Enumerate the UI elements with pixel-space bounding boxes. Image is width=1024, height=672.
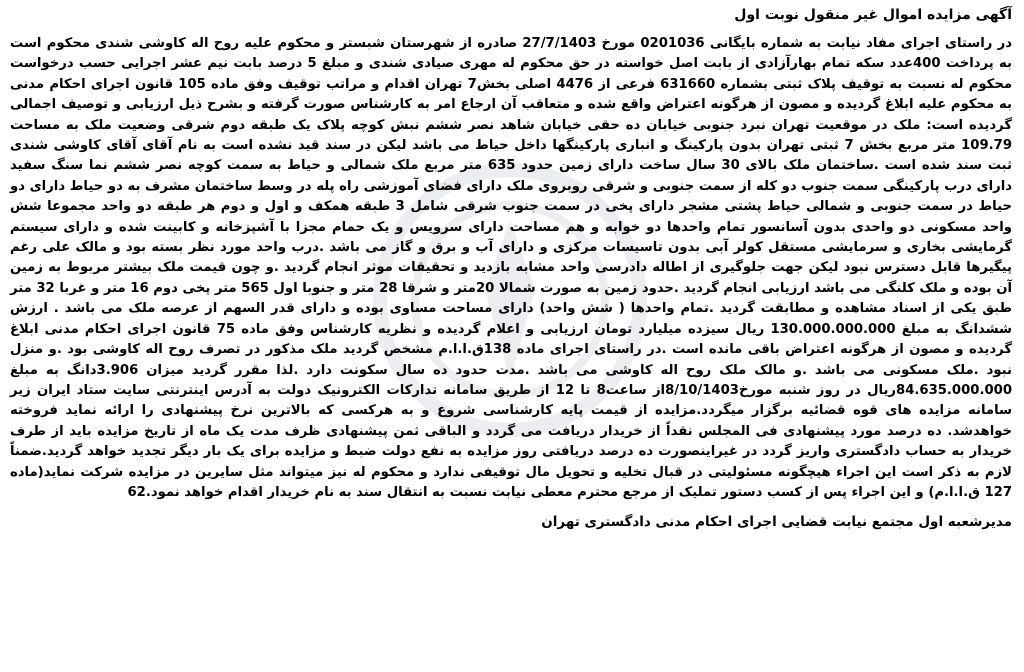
auction-notice <box>6 4 1016 664</box>
notice-title: آگهی مزایده اموال غیر منقول نوبت اول <box>734 7 1012 23</box>
notice-signature: مدیرشعبه اول مجتمع نیابت قضایی اجرای احکام مدنی دادگستری تهران <box>541 514 1012 531</box>
notice-body: در راستای اجرای مفاد نیابت به شماره بایگانی 0201036 مورخ 27/7/1403 صادره از شهرستان شبستر و محکوم علیه روح اله کاوشی شندی محکوم است به پرداخت 400عدد سکه تمام بهارآزادی از بابت اصل خواسته در حق محکوم له مهری صیادی شندی و مبلغ 5 درصد بابت نیم عشر اجرایی حسب درخواست محکوم له نسبت به توقیف پلاک ثبتی بشماره 631660 فرعی از 4476 اصلی بخش7 تهران اقدام و مراتب توقیف وفق ماده 105 قانون اجرای احکام مدنی به محکوم علیه ابلاغ گردیده و مصون از هرگونه اعتراض واقع شده و متعاقب آن ارجاع امر به کارشناس صورت گرفته و بشرح ذیل ارزیابی و توصیف اجمالی گردیده است: ملک در موقعیت تهران نبرد جنوبی خیابان ده حقی خیابان شاهد نصر ششم نبش کوچه پلاک یک طبقه دوم شرقی وضعیت ملک به مساحت 109.79 متر مربع بخش 7 ثبتی تهران بدون پارکینگ و انباری پارکینگها داخل حیاط می باشد لیکن در سند قید نشده است به نام آقای آقای کاوشی شندی ثبت سند شده است .ساختمان ملک بالای 30 سال ساخت دارای زمین حدود 635 متر مربع ملک شمالی و حیاط به سمت کوچه نصر ششم نما سنگ سفید دارای درب پارکینگی سمت جنوب دو کله از سمت جنوبی و شرقی روبروی ملک دارای فضای آموزشی راه پله در وسط ساختمان مشرف به دو حیاط دارای دو حیاط در سمت جنوبی و شمالی حیاط پشتی مشجر دارای پخی در سمت جنوب شرقی شامل 3 طبقه همکف و اول و دوم هر طبقه دو واحد مجموعا شش واحد مسکونی دو واحدی بدون آسانسور تمام واحدها دو خوابه و هم مساحت دارای سرویس و یک حمام مجزا با آشپزخانه و کابینت شده و دارای سیستم گرمایشی بخاری و سرمایشی مستقل کولر آبی بدون تاسیسات مرکزی و دارای آب و برق و گاز می باشد .درب واحد مورد نظر بسته بود و مالک علی رغم پیگیرها قابل دسترس نبود لیکن جهت جلوگیری از اطاله دادرسی واحد مشابه بازدید و تحقیقات موثر انجام گردید .و چون قیمت ملک بیشتر مربوط به زمین آن بوده و ملک کلنگی می باشد ارزیابی انجام گردید .حدود زمین به صورت شمالا 20متر و شرقا 28 متر و جنوبا اول 565 متر پخی دوم 16 متر و غربا 32 متر طبق یکی از اسناد مشاهده و مطابقت گردید .تمام واحدها ( شش واحد) دارای مساحت مساوی بوده و دارای قدر السهم از عرصه ملک می باشد . ارزش ششدانگ به مبلغ 130.000.000.000 ریال سیزده میلیارد تومان ارزیابی و اعلام گردیده و نظریه کارشناس وفق ماده 75 قانون اجرای احکام مدنی ابلاغ گردیده و مصون از هرگونه اعتراض باقی مانده است .در راستای اجرای ماده 138ق.ا.ا.م مشخص گردید ملک مذکور در تصرف روح اله کاوشی بود .و منزل نبود .ملک مسکونی می باشد .و مالک ملک روح اله کاوشی می باشد .مدت حدود ده سال سکونت دارد .لذا مقرر گردید میزان 3.906دانگ به مبلغ 84.635.000.000ریال در روز شنبه مورخ8/10/1403از ساعت8 تا 12 از طریق سامانه تدارکات الکترونیک دولت به آدرس اینترنتی سایت ستاد ایران زیر سامانه مزایده های قوه قضائیه برگزار میگردد.مزایده از قیمت پایه کارشناسی شروع و به هرکسی که بالاترین نرخ پیشنهادی را ارائه نماید فروخته خواهدشد. ده درصد مورد پیشنهادی فی المجلس نقداً از خریدار دریافت می گردد و الباقی ثمن پیشنهادی ظرف مدت یک ماه از تاریخ مزایده باید از طرف خریدار به حساب دادگستری واریز گردد در غیراینصورت ده درصد دریافتی روز مزایده به نفع دولت ضبط و مزایده برای یک بار دیگر تجدید خواهد گردید.ضمناً لازم به ذکر است این اجراء هیچگونه مسئولیتی در قبال تخلیه و تحویل مال توقیفی ندارد و محکوم له نیز میتواند مثل سایرین در مزایده شرکت نماید(ماده 127 ق.ا.ا.م) و این اجراء پس از کسب دستور تملیک از مرجع محترم معطی نیابت نسبت به انتقال سند به نام خریدار اقدام خواهد نمود.62 <box>10 36 1013 500</box>
